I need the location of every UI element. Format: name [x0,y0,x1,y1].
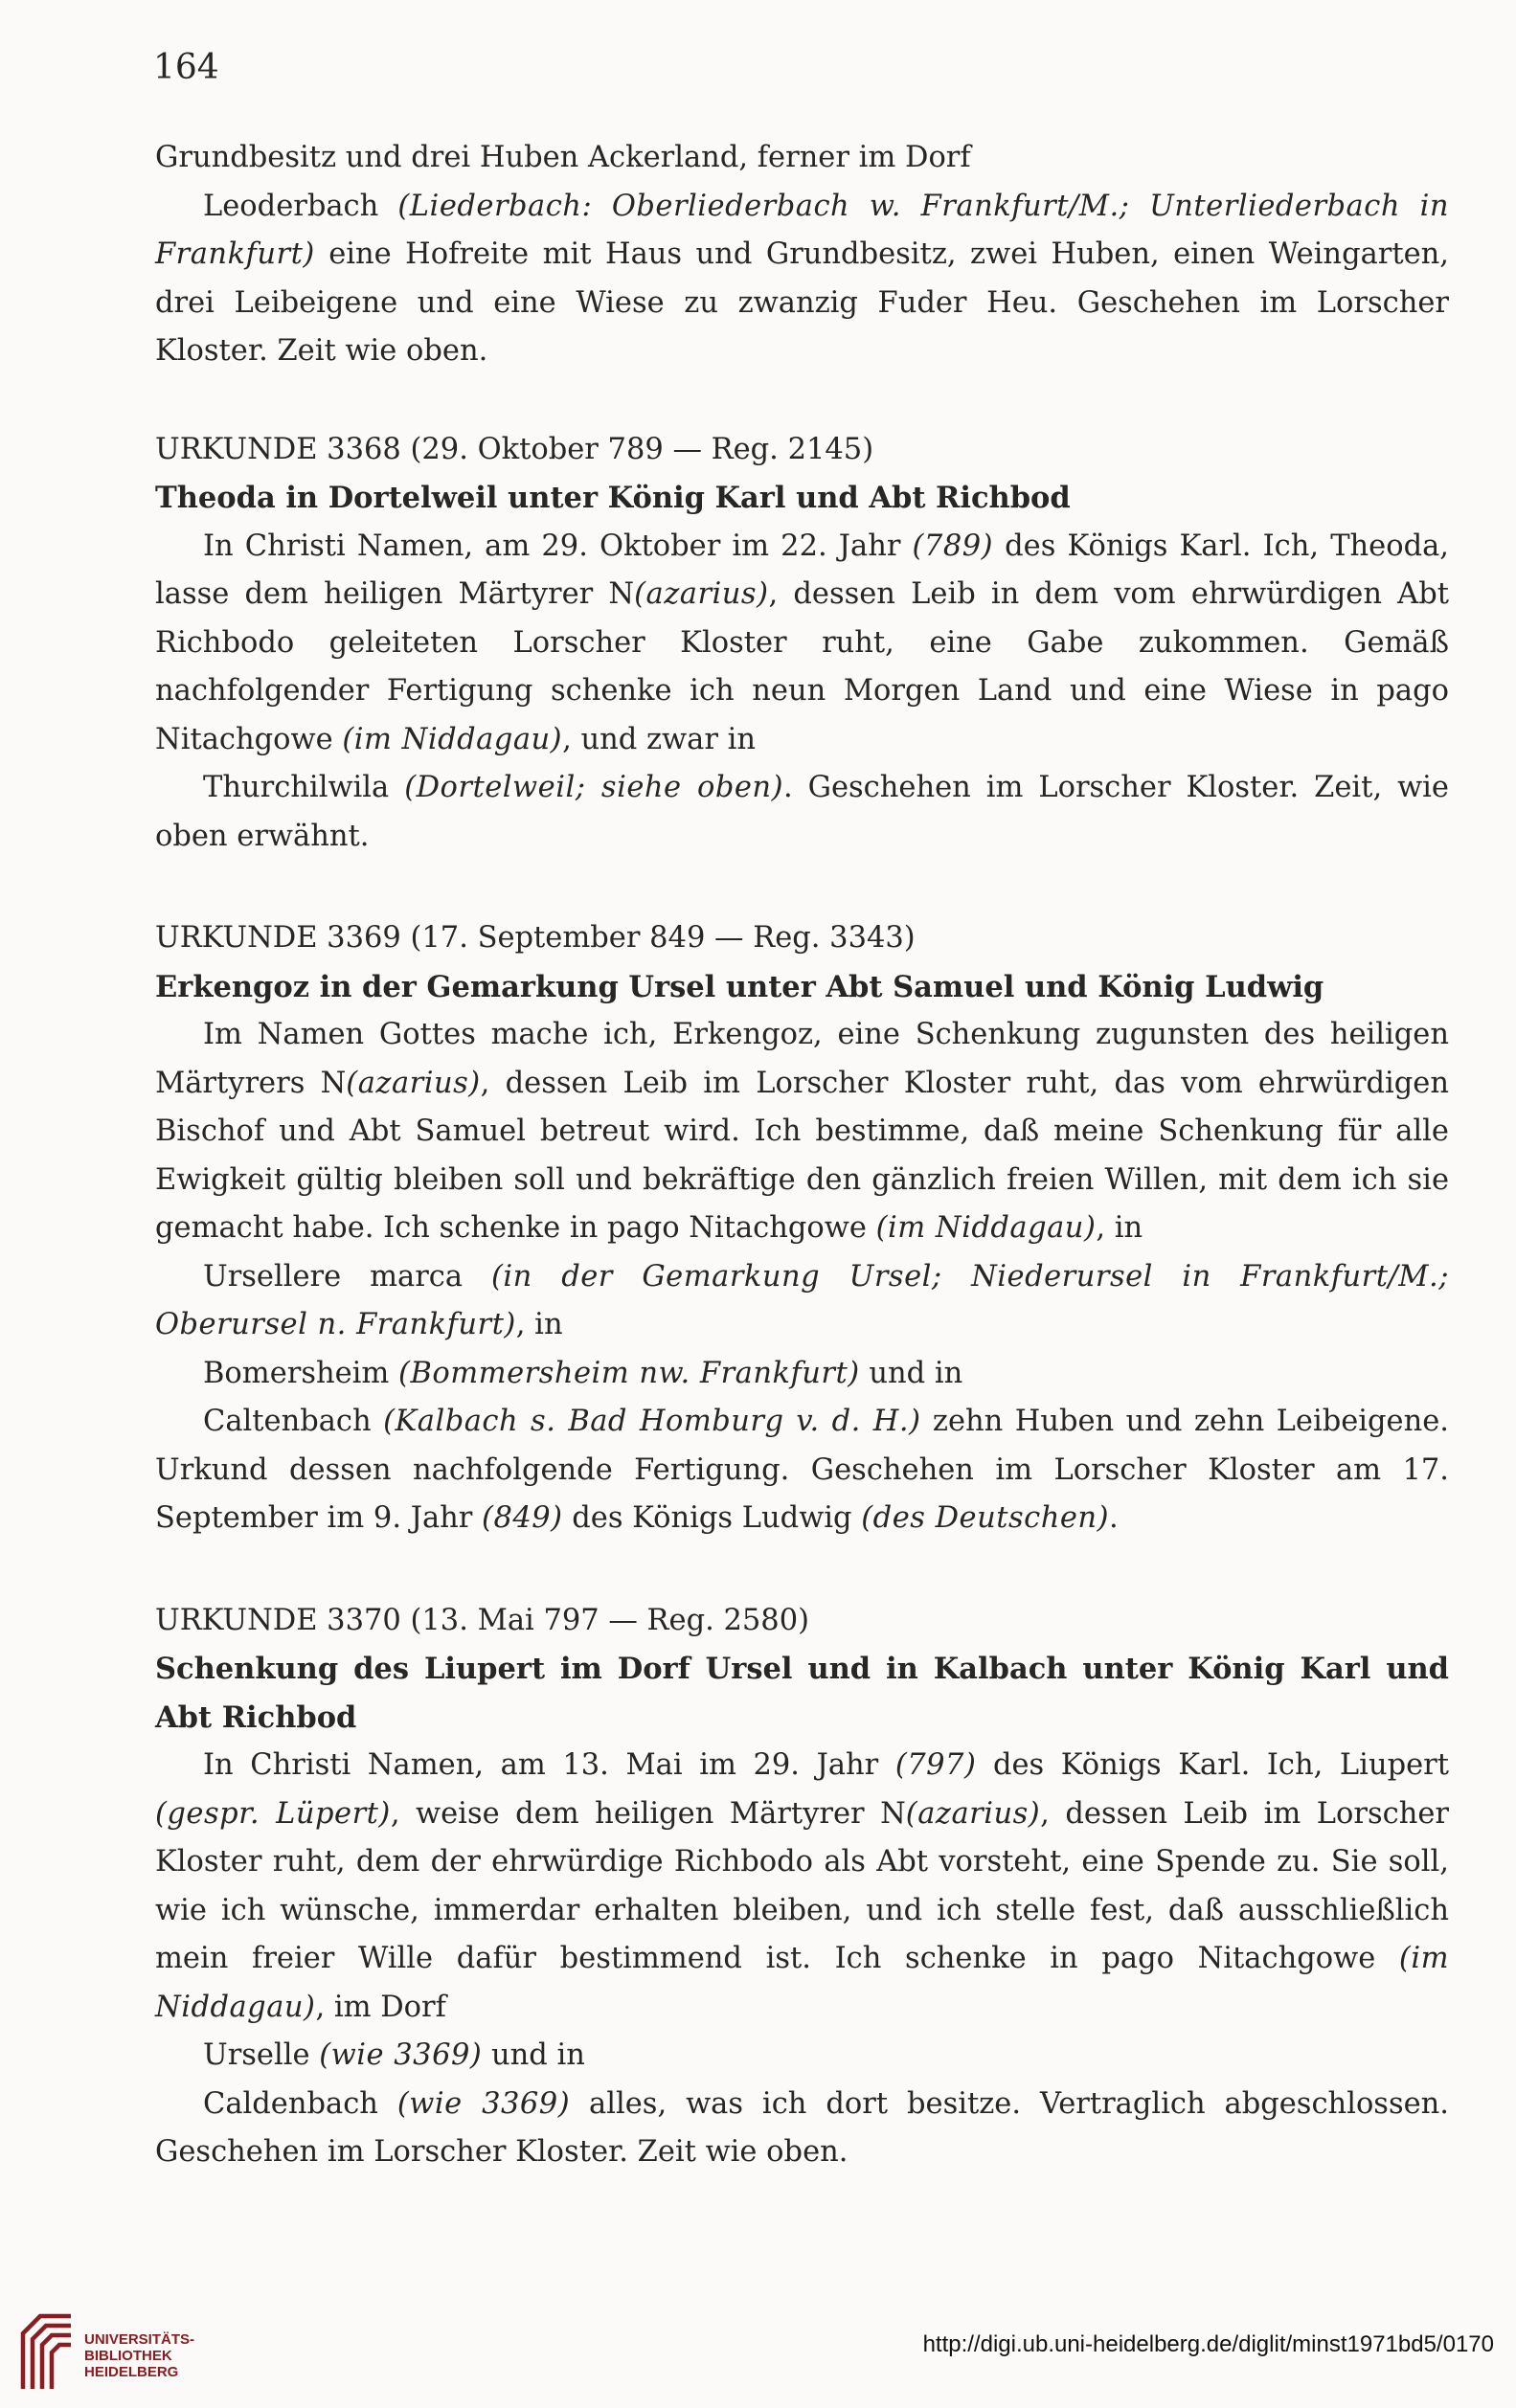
page-number: 164 [153,48,219,87]
paragraph: Ursellere marca (in der Gemarkung Ursel; Niederursel in Frankfurt/M.; Oberursel n. Frankfurt), in [155,1259,1449,1341]
paragraph: Thurchilwila (Dortelweil; siehe oben). Geschehen im Lorscher Kloster. Zeit, wie oben erwähnt. [155,771,1449,853]
intro-paragraph: Leoderbach (Liederbach: Oberliederbach w. Frankfurt/M.; Unterliederbach in Frankfurt) eine Hofreite mit Haus und Grundbesitz, zwei Huben, einen Weingarten, drei Leibeigene und eine Wiese zu zwanzig Fuder Heu. Geschehen im Lorscher Kloster. Zeit wie oben. [155,189,1450,368]
permalink-url[interactable]: http://digi.ub.uni-heidelberg.de/diglit/minst1971bd5/0170 [922,2331,1494,2357]
urkunde-title: Schenkung des Liupert im Dorf Ursel und in Kalbach unter König Karl und Abt Richbod [155,1652,1449,1735]
urkunde-3368 [155,426,1449,862]
urkunde-heading: URKUNDE 3370 (13. Mai 797 — Reg. 2580) [155,1603,810,1637]
paragraph: Urselle (wie 3369) und in [203,2038,585,2072]
urkunde-title: Erkengoz in der Gemarkung Ursel unter Abt Samuel und König Ludwig [155,969,1324,1004]
page-text [155,134,1449,2177]
footer-bar [0,2303,1516,2408]
paragraph: In Christi Namen, am 29. Oktober im 22. Jahr (789) des Königs Karl. Ich, Theoda, lasse dem heiligen Märtyrer N(azarius), dessen Leib in dem vom ehrwürdigen Abt Richbodo geleiteten Lorscher Kloster ruht, eine Gabe zukommen. Gemäß nachfolgender Fertigung schenke ich neun Morgen Land und eine Wiese in pago Nitachgowe (im Niddagau), und zwar in [155,529,1449,756]
urkunde-title: Theoda in Dortelweil unter König Karl und Abt Richbod [155,481,1071,515]
paragraph: Im Namen Gottes mache ich, Erkengoz, eine Schenkung zugunsten des heiligen Märtyrers N(azarius), dessen Leib im Lorscher Kloster ruht, das vom ehrwürdigen Bischof und Abt Samuel betreut wird. Ich bestimme, daß meine Schenkung für alle Ewigkeit gültig bleiben soll und bekräftige den gänzlich freien Willen, mit dem ich sie gemacht habe. Ich schenke in pago Nitachgowe (im Niddagau), in [155,1018,1449,1245]
library-logo-icon [17,2310,77,2395]
paragraph: Caldenbach (wie 3369) alles, was ich dort besitze. Vertraglich abgeschlossen. Geschehen im Lorscher Kloster. Zeit wie oben. [155,2086,1449,2169]
paragraph: Caltenbach (Kalbach s. Bad Homburg v. d. H.) zehn Huben und zehn Leibeigene. Urkund dessen nachfolgende Fertigung. Geschehen im Lorscher Kloster am 17. September im 9. Jahr (849) des Königs Ludwig (des Deutschen). [155,1405,1449,1535]
urkunde-3370 [155,1597,1449,2177]
library-name: UNIVERSITÄTS- BIBLIOTHEK HEIDELBERG [84,2331,195,2380]
paragraph: Bomersheim (Bommersheim nw. Frankfurt) und in [203,1356,963,1390]
intro-line: Grundbesitz und drei Huben Ackerland, ferner im Dorf [155,141,971,174]
urkunde-heading: URKUNDE 3369 (17. September 849 — Reg. 3343) [155,921,916,955]
urkunde-3369 [155,914,1449,1543]
urkunde-heading: URKUNDE 3368 (29. Oktober 789 — Reg. 2145) [155,432,874,466]
paragraph: In Christi Namen, am 13. Mai im 29. Jahr (797) des Königs Karl. Ich, Liupert (gespr. Lüpert), weise dem heiligen Märtyrer N(azarius), dessen Leib im Lorscher Kloster ruht, dem der ehrwürdige Richbodo als Abt vorsteht, eine Spende zu. Sie soll, wie ich wünsche, immerdar erhalten bleiben, und ich stelle fest, daß ausschließlich mein freier Wille dafür bestimmend ist. Ich schenke in pago Nitachgowe (im Niddagau), im Dorf [155,1748,1449,2024]
